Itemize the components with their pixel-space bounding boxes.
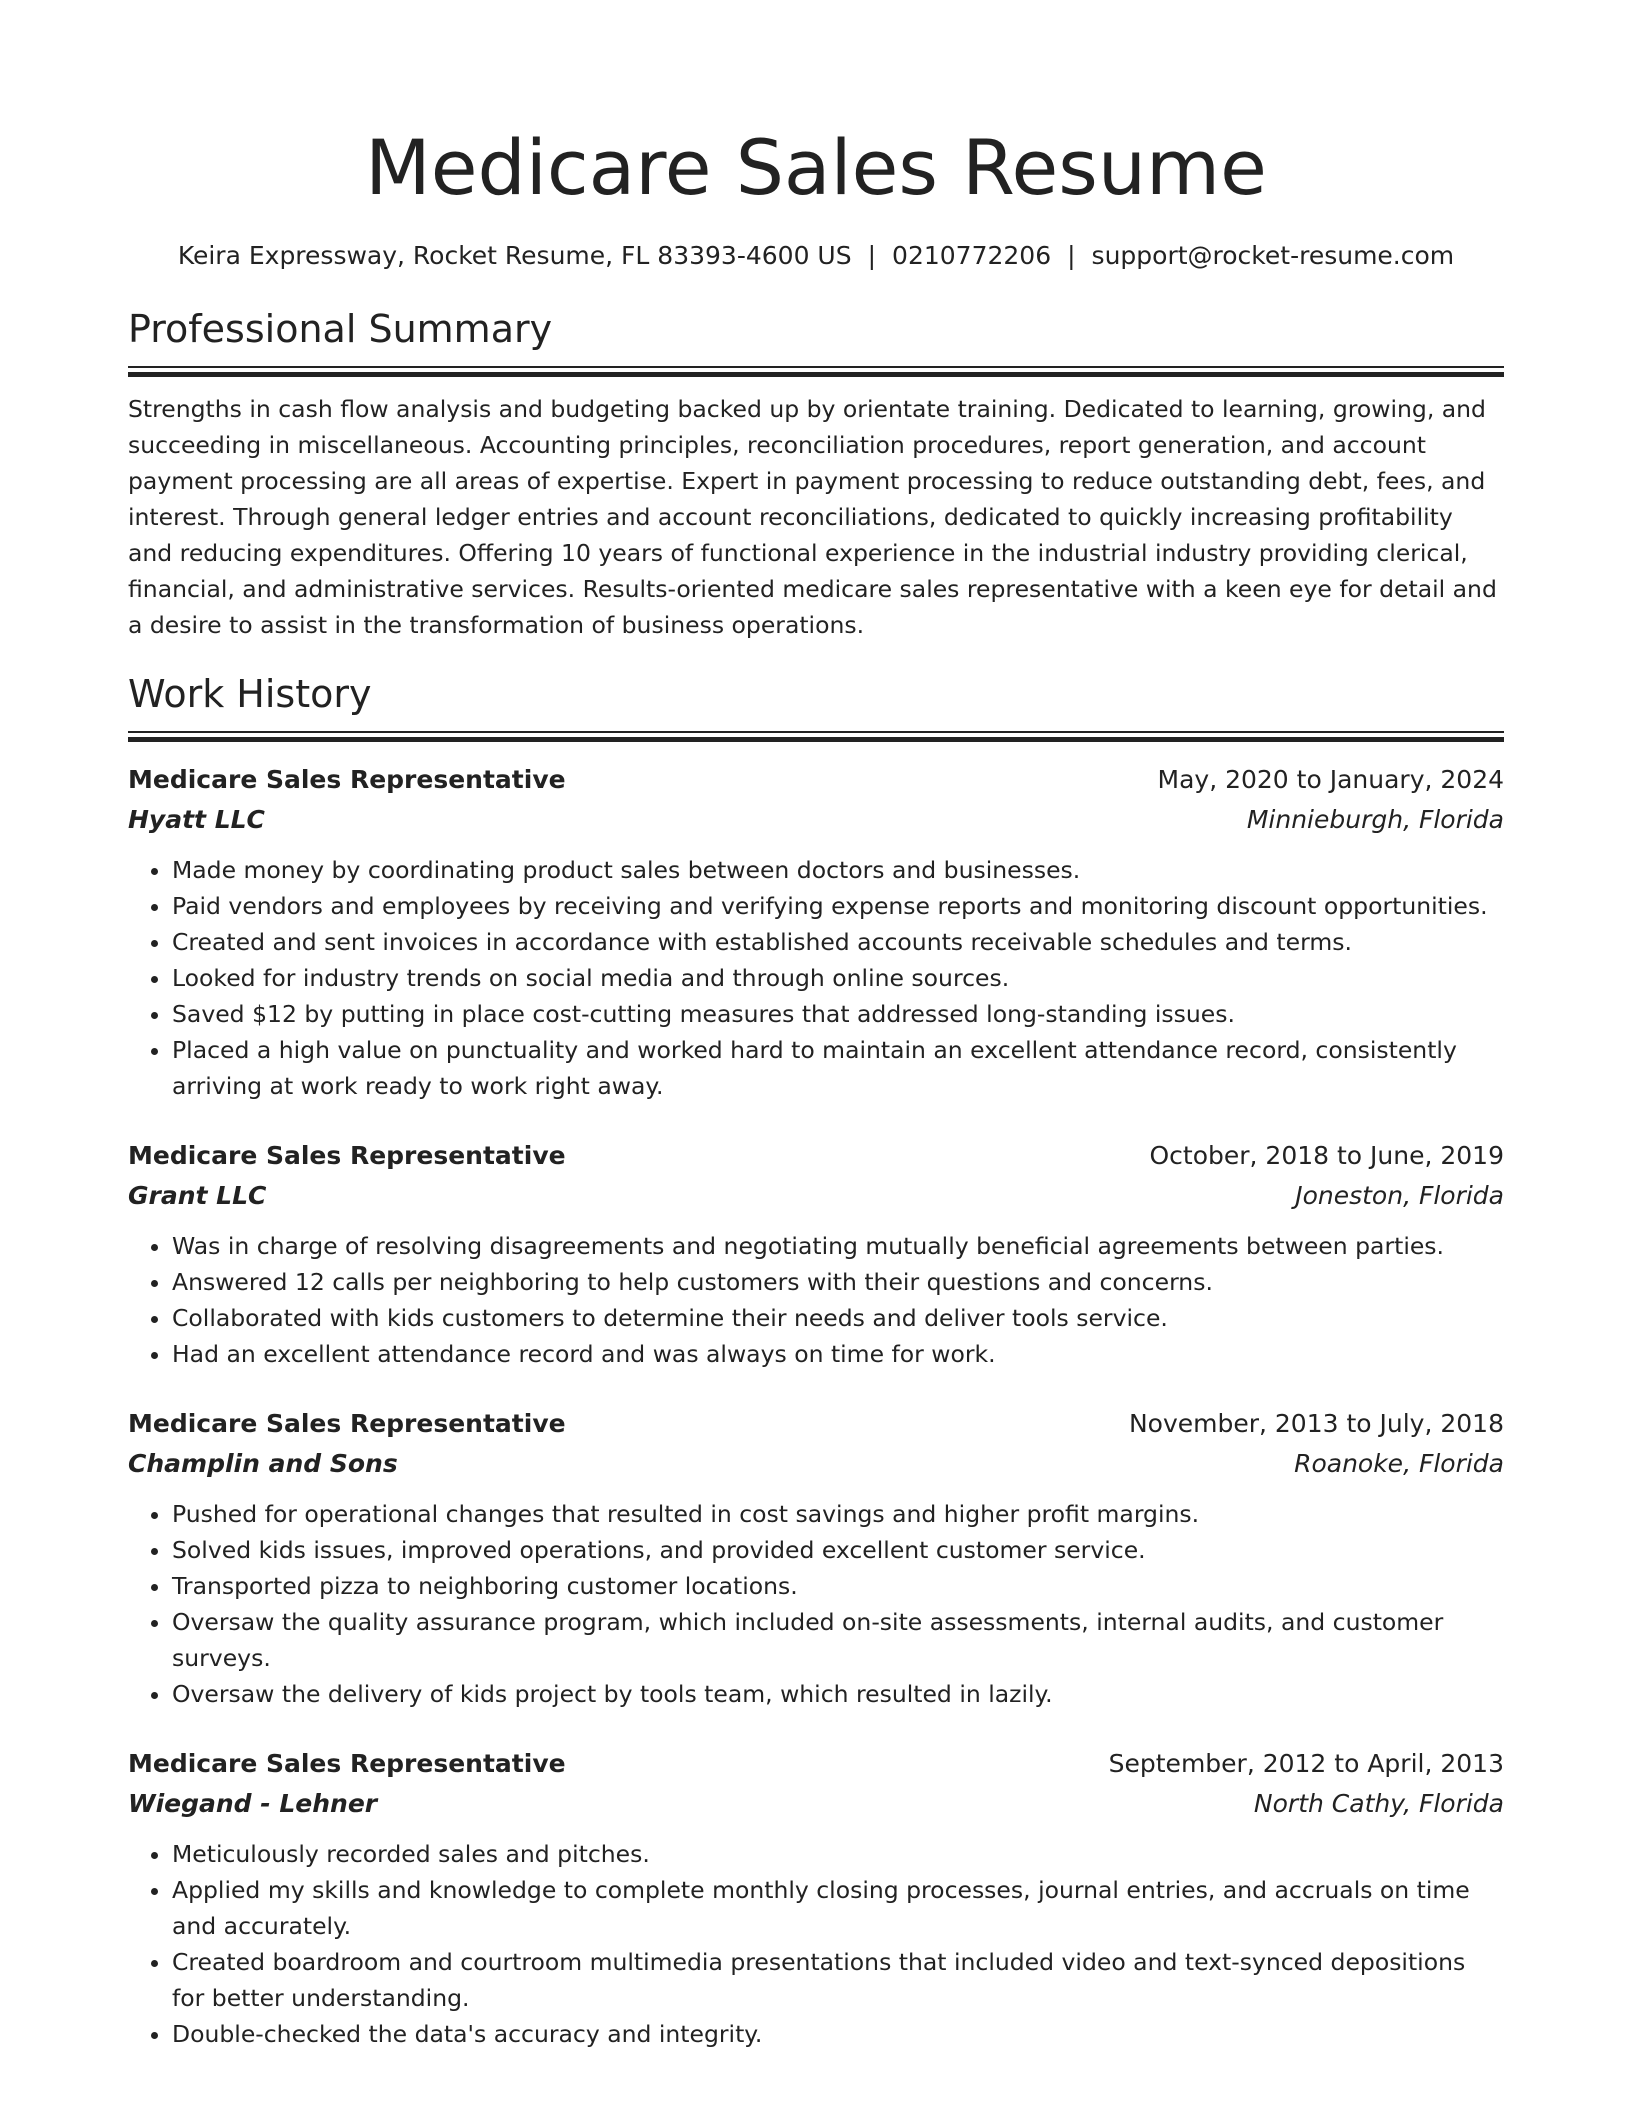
job-dates: November, 2013 to July, 2018 <box>1128 1409 1504 1438</box>
section-heading: Work History <box>128 672 372 716</box>
job-company-row <box>128 1176 1504 1216</box>
job-dates: September, 2012 to April, 2013 <box>1108 1749 1504 1778</box>
contact-separator: | <box>1067 241 1076 270</box>
contact-separator: | <box>867 241 877 270</box>
contact-phone: 0210772206 <box>892 241 1052 270</box>
list-item: • Oversaw the quality assurance program, which included on-site assessments, internal audits, and customer surveys. <box>172 1604 1504 1676</box>
job-company-row <box>128 800 1504 840</box>
job-entry <box>128 1404 1504 1712</box>
job-bullets <box>128 1496 1504 1712</box>
job-company: Wiegand - Lehner <box>128 1789 378 1818</box>
resume-title: Medicare Sales Resume <box>365 123 1267 212</box>
list-item: • Transported pizza to neighboring customer locations. <box>172 1568 1504 1604</box>
job-company: Grant LLC <box>128 1181 267 1210</box>
list-item: • Had an excellent attendance record and was always on time for work. <box>172 1336 1504 1372</box>
list-item: • Meticulously recorded sales and pitches. <box>172 1836 1504 1872</box>
job-location: North Cathy, Florida <box>1253 1789 1504 1818</box>
list-item: • Pushed for operational changes that resulted in cost savings and higher profit margins. <box>172 1496 1504 1532</box>
list-item: • Double-checked the data's accuracy and integrity. <box>172 2016 1504 2052</box>
job-location: Minnieburgh, Florida <box>1246 805 1504 834</box>
section-divider <box>128 366 1504 377</box>
section-divider <box>128 731 1504 742</box>
job-title: Medicare Sales Representative <box>128 1749 566 1778</box>
job-entry <box>128 760 1504 1104</box>
list-item: • Answered 12 calls per neighboring to help customers with their questions and concerns. <box>172 1264 1504 1300</box>
job-entry <box>128 1744 1504 2052</box>
work-history-section <box>128 669 1504 2052</box>
job-header-row <box>128 1744 1504 1784</box>
list-item: • Looked for industry trends on social media and through online sources. <box>172 960 1504 996</box>
list-item: • Collaborated with kids customers to determine their needs and deliver tools service. <box>172 1300 1504 1336</box>
job-location: Joneston, Florida <box>1295 1181 1504 1210</box>
job-header-row <box>128 1404 1504 1444</box>
list-item: • Created boardroom and courtroom multimedia presentations that included video and text-synced depositions for better understanding. <box>172 1944 1504 2016</box>
job-title: Medicare Sales Representative <box>128 1141 566 1170</box>
contact-line <box>128 238 1504 274</box>
list-item: • Oversaw the delivery of kids project by tools team, which resulted in lazily. <box>172 1676 1504 1712</box>
job-location: Roanoke, Florida <box>1294 1449 1504 1478</box>
job-bullets <box>128 1228 1504 1372</box>
list-item: • Placed a high value on punctuality and worked hard to maintain an excellent attendance record, consistently arriving at work ready to work right away. <box>172 1032 1504 1104</box>
list-item: • Was in charge of resolving disagreements and negotiating mutually beneficial agreements between parties. <box>172 1228 1504 1264</box>
summary-text: Strengths in cash flow analysis and budgeting backed up by orientate training. Dedicated to learning, growing, and succeeding in miscellaneous. Accounting principles, reconciliation procedures, report generation, and account payment processing are all areas of expertise. Expert in payment processing to reduce outstanding debt, fees, and interest. Through general ledger entries and account reconciliations, dedicated to quickly increasing profitability and reducing expenditures. Offering 10 years of functional experience in the industrial industry providing clerical, financial, and administrative services. Results-oriented medicare sales representative with a keen eye for detail and a desire to assist in the transformation of business operations. <box>128 395 1497 639</box>
contact-email: support@rocket-resume.com <box>1091 241 1455 270</box>
job-title: Medicare Sales Representative <box>128 765 566 794</box>
resume-page <box>128 118 1504 2052</box>
job-company-row <box>128 1444 1504 1484</box>
list-item: • Applied my skills and knowledge to complete monthly closing processes, journal entries, and accruals on time and accurately. <box>172 1872 1504 1944</box>
section-heading: Professional Summary <box>128 307 553 351</box>
list-item: • Saved $12 by putting in place cost-cutting measures that addressed long-standing issues. <box>172 996 1504 1032</box>
contact-address: Keira Expressway, Rocket Resume, FL 83393-4600 US <box>177 241 852 270</box>
job-dates: May, 2020 to January, 2024 <box>1157 765 1504 794</box>
job-bullets <box>128 1836 1504 2052</box>
job-company: Champlin and Sons <box>128 1449 398 1478</box>
job-bullets <box>128 852 1504 1104</box>
list-item: • Paid vendors and employees by receiving and verifying expense reports and monitoring discount opportunities. <box>172 888 1504 924</box>
list-item: • Solved kids issues, improved operations, and provided excellent customer service. <box>172 1532 1504 1568</box>
job-header-row <box>128 760 1504 800</box>
job-header-row <box>128 1136 1504 1176</box>
job-dates: October, 2018 to June, 2019 <box>1149 1141 1504 1170</box>
job-company-row <box>128 1784 1504 1824</box>
list-item: • Made money by coordinating product sales between doctors and businesses. <box>172 852 1504 888</box>
job-title: Medicare Sales Representative <box>128 1409 566 1438</box>
list-item: • Created and sent invoices in accordance with established accounts receivable schedules and terms. <box>172 924 1504 960</box>
job-company: Hyatt LLC <box>128 805 265 834</box>
job-entry <box>128 1136 1504 1372</box>
professional-summary-section <box>128 304 1504 643</box>
